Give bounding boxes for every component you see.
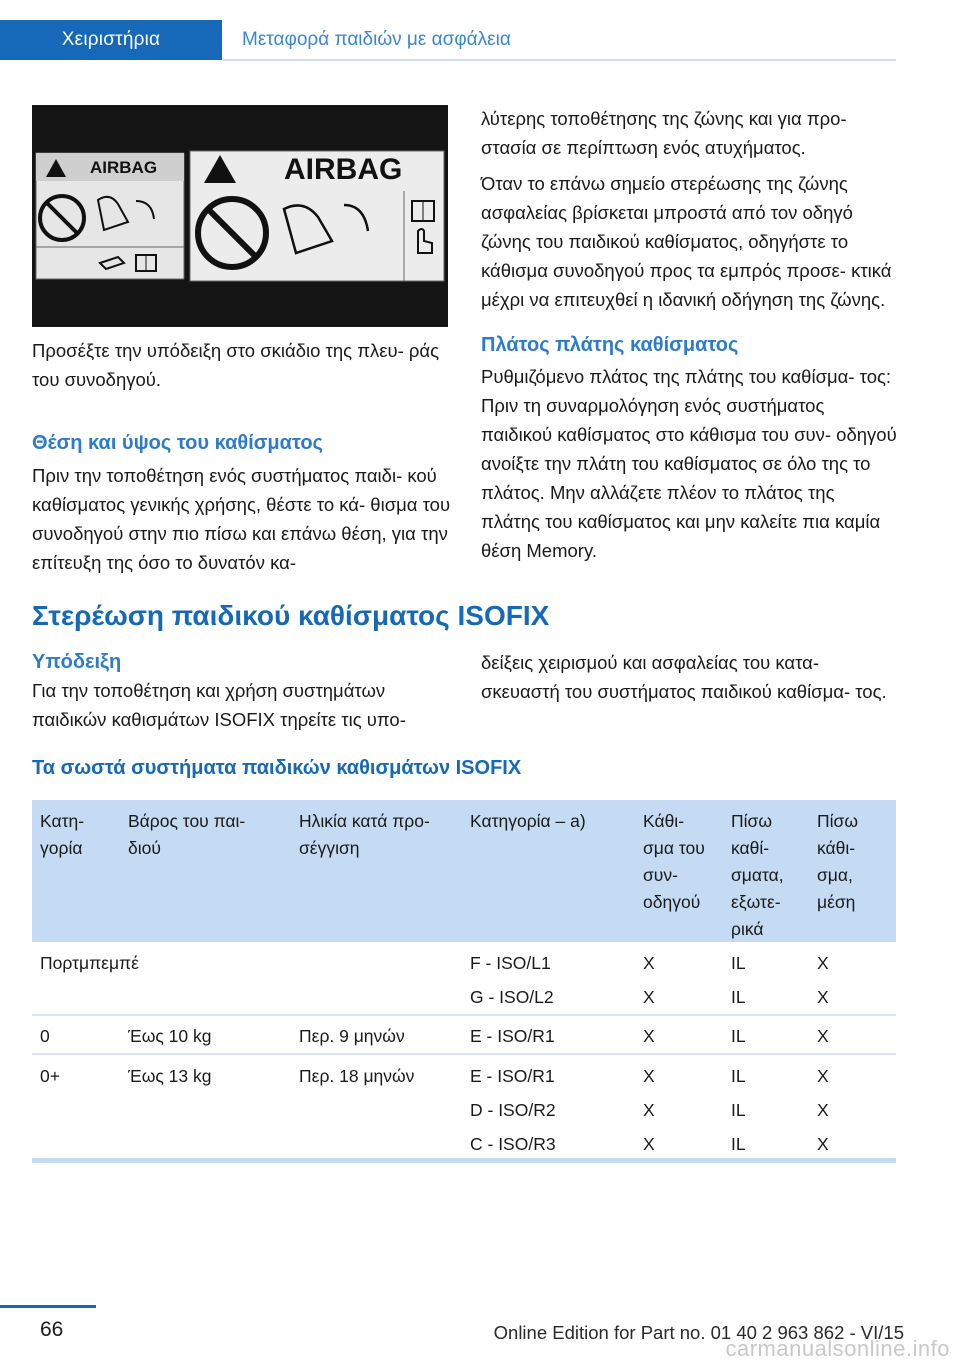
- left-column: [32, 336, 452, 577]
- table-cell: X X X: [817, 1066, 829, 1154]
- backrest-width-text: Ρυθμιζόμενο πλάτος της πλάτης του καθίσμα- τος: Πριν τη συναρμολόγηση ενός συστήματος παιδικού καθίσματος στο κάθισμα του συν- οδηγού ανοίξτε την πλάτη του καθίσματος σε όλο της το πλάτος. Μην αλλάζετε πλέον το πλάτος της πλάτης του καθίσματος και μην καλείτε πια καμία θέση Memory.: [481, 366, 897, 561]
- col-rear-middle-header: Πίσω κάθι- σμα, μέση: [817, 811, 858, 912]
- table-cell: IL IL: [731, 953, 746, 1007]
- col-category-header: Κατη- γορία: [40, 811, 85, 858]
- table-cell: X X: [817, 953, 829, 1007]
- note-right: [481, 648, 897, 706]
- table-cell: Περ. 9 μηνών: [299, 1026, 405, 1046]
- col-front-seat-header: Κάθι- σμα του συν- οδηγού: [643, 811, 705, 912]
- photo-caption: Προσέξτε την υπόδειξη στο σκιάδιο της πλευ- ράς του συνοδηγού.: [32, 340, 440, 390]
- table-cell: X: [817, 1026, 829, 1046]
- col-weight-header: Βάρος του παι- διού: [128, 811, 246, 858]
- col-age-header: Ηλικία κατά προ- σέγγιση: [299, 811, 430, 858]
- note-heading: Υπόδειξη: [32, 651, 122, 673]
- table-cell: E - ISO/R1 D - ISO/R2 C - ISO/R3: [470, 1066, 556, 1154]
- belt-guide-text: Όταν το επάνω σημείο στερέωσης της ζώνης ασφαλείας βρίσκεται μπροστά από τον οδηγό ζώνης του παιδικού καθίσματος, οδηγήστε το κάθισμα συνοδηγού προς τα εμπρός προσε- κτικά μέχρι να επιτευχθεί η ιδανική οδήγηση της ζώνης.: [481, 173, 892, 310]
- airbag-label-illustration: [32, 105, 448, 327]
- edition-note: Online Edition for Part no. 01 40 2 963 862 - VI/15: [493, 1322, 904, 1343]
- airbag-label-small-text: AIRBAG: [90, 158, 158, 177]
- col-rear-outer-header: Πίσω καθί- σματα, εξωτε- ρικά: [731, 811, 784, 939]
- col-class-header: Κατηγορία – a): [470, 811, 586, 831]
- table-cell: E - ISO/R1: [470, 1026, 555, 1046]
- seat-position-text: Πριν την τοποθέτηση ενός συστήματος παιδι- κού καθίσματος γενικής χρήσης, θέστε το κά- θισμα του συνοδηγού στην πιο πίσω και επάνω θέση, για την επίτευξη της όσο το δυνατόν κα-: [32, 465, 451, 573]
- note-text-right: δείξεις χειρισμού και ασφαλείας του κατα- σκευαστή του συστήματος παιδικού καθίσμα- τος.: [481, 652, 887, 702]
- table-cell: IL: [731, 1026, 746, 1046]
- watermark: carmanualsonline.info: [725, 1336, 950, 1361]
- table-cell: 0+: [40, 1066, 60, 1086]
- airbag-label-large-text: AIRBAG: [284, 153, 403, 186]
- page-number: 66: [40, 1318, 64, 1341]
- tab-section[interactable]: Μεταφορά παιδιών με ασφάλεια: [242, 29, 511, 50]
- table-cell: X: [643, 1026, 655, 1046]
- table-cell: Πορτμπεμπέ: [40, 953, 139, 973]
- backrest-width-heading: Πλάτος πλάτης καθίσματος: [481, 334, 739, 356]
- table-cell: F - ISO/L1 G - ISO/L2: [470, 953, 554, 1007]
- isofix-section-title: Στερέωση παιδικού καθίσματος ISOFIX: [32, 600, 550, 631]
- table-cell: Περ. 18 μηνών: [299, 1066, 415, 1086]
- note-text-left: Για την τοποθέτηση και χρήση συστημάτων παιδικών καθισμάτων ISOFIX τηρείτε τις υπο-: [32, 680, 406, 730]
- row-divider: [32, 1053, 896, 1055]
- note-left: [32, 648, 452, 734]
- table-bottom-border: [32, 1158, 896, 1163]
- isofix-table-title: Τα σωστά συστήματα παιδικών καθισμάτων ISOFIX: [32, 757, 522, 779]
- table-cell: 0: [40, 1026, 50, 1046]
- seat-position-heading: Θέση και ύψος του καθίσματος: [32, 432, 323, 454]
- footer-accent-line: [0, 1305, 96, 1308]
- table-cell: X X: [643, 953, 655, 1007]
- page-header: [0, 20, 960, 60]
- table-cell: Έως 10 kg: [128, 1026, 212, 1046]
- tab-chapter[interactable]: Χειριστήρια: [0, 20, 222, 60]
- row-divider: [32, 1014, 896, 1016]
- table-cell: Έως 13 kg: [128, 1066, 212, 1086]
- airbag-label-photo: [32, 105, 448, 327]
- continued-text: λύτερης τοποθέτησης της ζώνης και για προ- στασία σε περίπτωση ενός ατυχήματος.: [481, 108, 847, 158]
- header-underline: [222, 59, 896, 61]
- right-column: [481, 104, 897, 565]
- table-cell: X X X: [643, 1066, 655, 1154]
- table-cell: IL IL IL: [731, 1066, 746, 1154]
